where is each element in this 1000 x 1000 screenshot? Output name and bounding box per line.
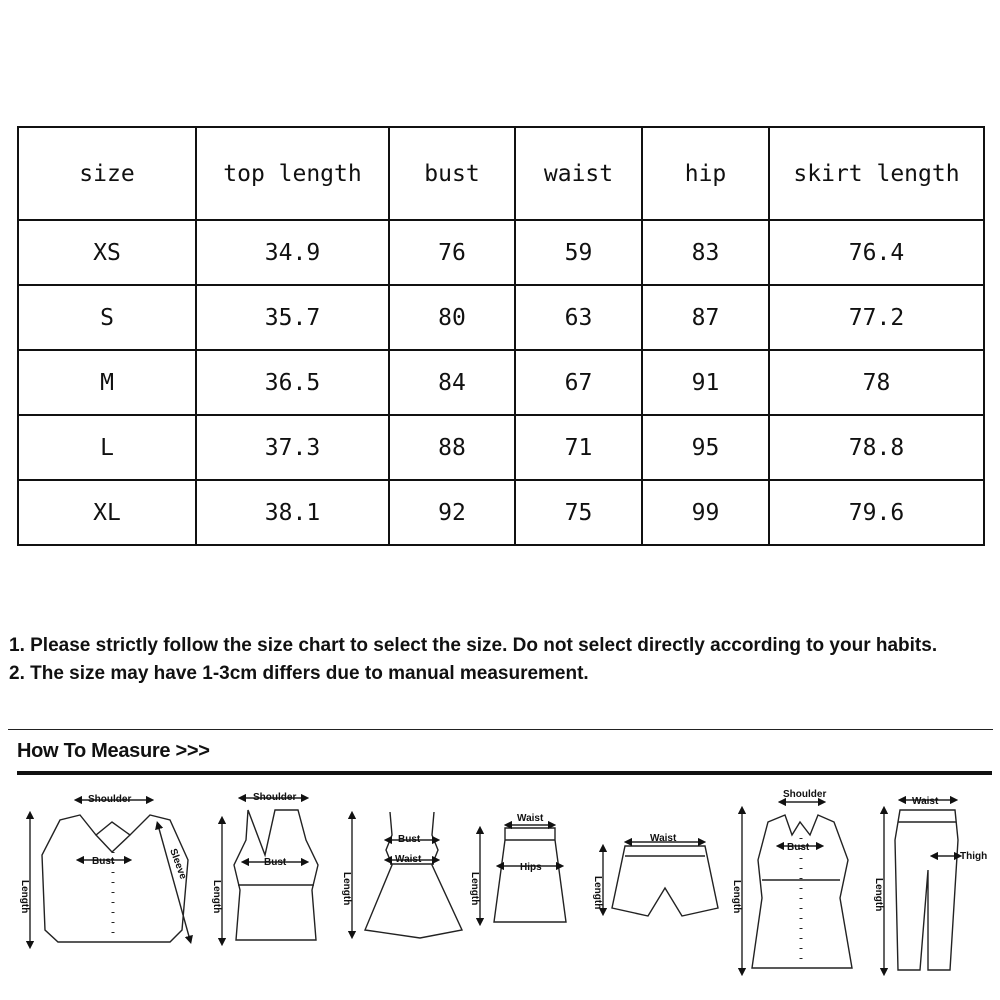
blouse-outline: [42, 815, 188, 942]
table-cell: 91: [642, 350, 769, 415]
column-header-skirt-length: skirt length: [769, 127, 984, 220]
skirt-figure: [480, 825, 566, 922]
table-cell: 37.3: [196, 415, 389, 480]
label-shoulder: Shoulder: [253, 792, 297, 803]
table-cell: 84: [389, 350, 515, 415]
note-measurement-tolerance: 2. The size may have 1-3cm differs due to manual measurement.: [9, 663, 589, 684]
shorts-figure: [603, 842, 718, 916]
label-hips: Hips: [520, 862, 542, 873]
table-cell: 92: [389, 480, 515, 545]
label-waist: Waist: [517, 813, 544, 824]
table-cell: 77.2: [769, 285, 984, 350]
size-chart-table: [17, 126, 985, 546]
table-cell: 95: [642, 415, 769, 480]
table-cell: 75: [515, 480, 642, 545]
pants-figure: [884, 800, 958, 972]
table-cell: 76.4: [769, 220, 984, 285]
column-header-hip: hip: [642, 127, 769, 220]
skirt-outline: [494, 828, 566, 922]
table-cell: 76: [389, 220, 515, 285]
table-cell: 78.8: [769, 415, 984, 480]
table-cell: 63: [515, 285, 642, 350]
table-cell: 59: [515, 220, 642, 285]
blouse-collar-bow: [96, 835, 130, 852]
dress-figure: [352, 812, 462, 938]
column-header-size: size: [18, 127, 196, 220]
sleeve-arrow: [158, 825, 190, 940]
table-cell: 99: [642, 480, 769, 545]
how-to-measure-figures: [0, 780, 1000, 1000]
table-cell: XS: [18, 220, 196, 285]
table-cell: 88: [389, 415, 515, 480]
note-strict-size: 1. Please strictly follow the size chart to select the size. Do not select directly according to your habits.: [9, 635, 938, 656]
table-row: [18, 350, 984, 415]
label-bust: Bust: [92, 856, 115, 867]
label-waist: Waist: [395, 854, 422, 865]
label-length: Length: [592, 876, 603, 910]
table-cell: 78: [769, 350, 984, 415]
trench-coat-figure: [742, 802, 852, 972]
table-row: [18, 480, 984, 545]
table-cell: 34.9: [196, 220, 389, 285]
label-waist: Waist: [650, 833, 677, 844]
table-cell: 79.6: [769, 480, 984, 545]
table-cell: 87: [642, 285, 769, 350]
table-cell: L: [18, 415, 196, 480]
table-cell: 38.1: [196, 480, 389, 545]
label-waist: Waist: [912, 796, 939, 807]
blouse-figure: [30, 800, 190, 945]
pants-outline: [895, 810, 958, 970]
section-divider: [8, 729, 993, 730]
how-to-measure-title: How To Measure >>>: [17, 740, 210, 762]
tank-top-figure: [222, 798, 318, 942]
label-bust: Bust: [264, 857, 287, 868]
table-row: [18, 415, 984, 480]
table-header-row: [18, 127, 984, 220]
column-header-bust: bust: [389, 127, 515, 220]
label-length: Length: [341, 872, 352, 906]
table-cell: XL: [18, 480, 196, 545]
table-cell: S: [18, 285, 196, 350]
dress-outline: [365, 812, 462, 938]
trench-coat-outline: [752, 815, 852, 968]
table-row: [18, 220, 984, 285]
label-length: Length: [19, 880, 30, 914]
label-shoulder: Shoulder: [783, 789, 827, 800]
table-cell: M: [18, 350, 196, 415]
table-cell: 71: [515, 415, 642, 480]
label-length: Length: [873, 878, 884, 912]
tank-top-outline: [234, 810, 318, 940]
label-shoulder: Shoulder: [88, 794, 132, 805]
table-cell: 83: [642, 220, 769, 285]
column-header-waist: waist: [515, 127, 642, 220]
label-bust: Bust: [787, 842, 810, 853]
label-length: Length: [469, 872, 480, 906]
title-underline: [17, 771, 992, 775]
label-length: Length: [731, 880, 742, 914]
table-cell: 80: [389, 285, 515, 350]
column-header-top-length: top length: [196, 127, 389, 220]
label-thigh: Thigh: [960, 851, 988, 862]
label-sleeve: Sleeve: [167, 847, 189, 881]
table-row: [18, 285, 984, 350]
label-length: Length: [211, 880, 222, 914]
size-notes: [9, 632, 994, 688]
table-cell: 36.5: [196, 350, 389, 415]
table-cell: 35.7: [196, 285, 389, 350]
label-bust: Bust: [398, 834, 421, 845]
table-cell: 67: [515, 350, 642, 415]
